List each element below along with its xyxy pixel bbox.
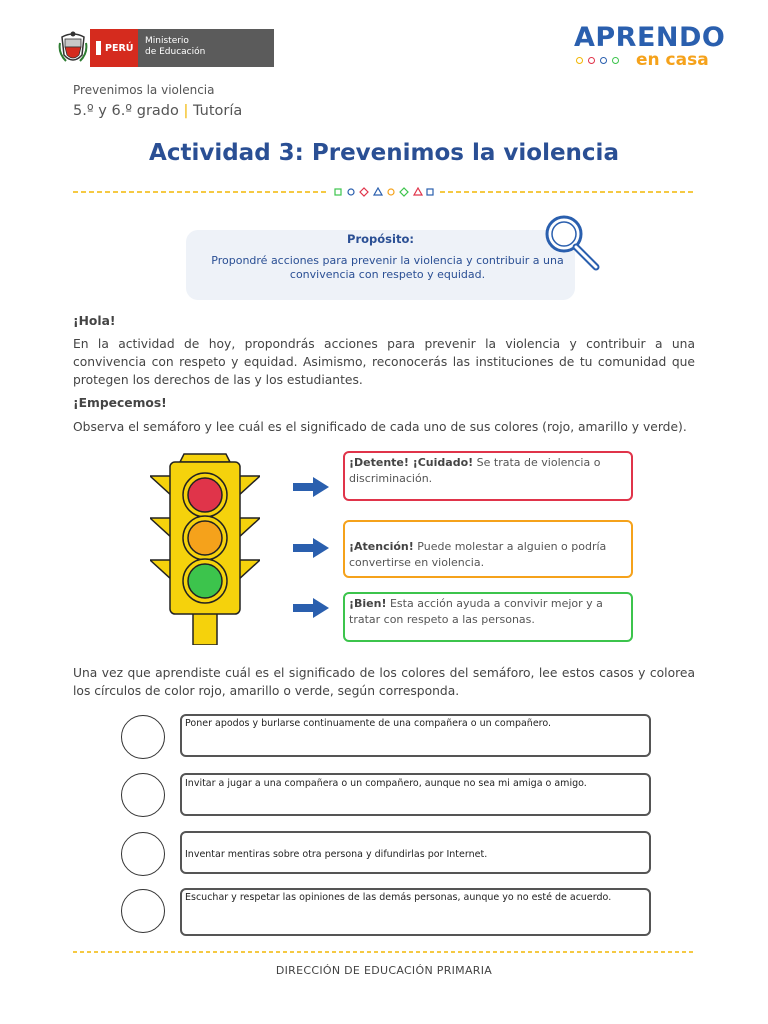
- title-divider: [73, 187, 695, 197]
- brand-dots: [576, 57, 619, 64]
- color-circle[interactable]: [121, 832, 165, 876]
- purpose-text: Propondré acciones para prevenir la violencia y contribuir a una convivencia con respeto y equidad.: [211, 254, 564, 281]
- red-card-title: ¡Detente! ¡Cuidado!: [349, 456, 474, 469]
- greeting: ¡Hola!: [73, 314, 116, 328]
- magnifier-icon: [540, 210, 602, 272]
- case-box: Invitar a jugar a una compañera o un compañero, aunque no sea mi amiga o amigo.: [180, 773, 651, 816]
- arrow-right-icon: [293, 477, 329, 497]
- green-light-card: [343, 592, 633, 642]
- page-title: Actividad 3: Prevenimos la violencia: [149, 140, 619, 166]
- color-circle[interactable]: [121, 715, 165, 759]
- peru-label: PERÚ: [90, 29, 138, 67]
- coat-of-arms-icon: [58, 29, 88, 67]
- grade-label: 5.º y 6.º grado: [73, 103, 179, 119]
- traffic-light-icon: [150, 450, 260, 645]
- brand-subtitle: en casa: [636, 50, 709, 70]
- green-card-title: ¡Bien!: [349, 597, 387, 610]
- yellow-card-title: ¡Atención!: [349, 540, 414, 553]
- red-light-card: [343, 451, 633, 501]
- yellow-card-text: Puede molestar a alguien o podría convertirse en violencia.: [349, 540, 607, 569]
- cases-instruction: Una vez que aprendiste cuál es el significado de los colores del semáforo, lee estos casos y colorea los círculos de color rojo, amarillo o verde, según corresponda.: [73, 666, 695, 698]
- case-box: Escuchar y respetar las opiniones de las demás personas, aunque yo no esté de acuerdo.: [180, 888, 651, 936]
- minedu-logo: [58, 29, 274, 67]
- aprendo-en-casa-logo: [574, 22, 726, 70]
- arrow-right-icon: [293, 598, 329, 618]
- observe-instruction: Observa el semáforo y lee cuál es el significado de cada uno de sus colores (rojo, amarillo y verde).: [73, 420, 687, 434]
- color-circle[interactable]: [121, 889, 165, 933]
- case-box: Inventar mentiras sobre otra persona y difundirlas por Internet.: [180, 831, 651, 874]
- yellow-light-card: [343, 520, 633, 578]
- grade-area: 5.º y 6.º grado | Tutoría: [73, 103, 243, 119]
- area-label: Tutoría: [192, 103, 243, 119]
- purpose-heading: Propósito:: [347, 232, 414, 246]
- red-card-text: Se trata de violencia o discriminación.: [349, 456, 601, 485]
- case-box: Poner apodos y burlarse continuamente de una compañera o un compañero.: [180, 714, 651, 757]
- arrow-right-icon: [293, 538, 329, 558]
- start-heading: ¡Empecemos!: [73, 396, 167, 410]
- color-circle[interactable]: [121, 773, 165, 817]
- footer-text: DIRECCIÓN DE EDUCACIÓN PRIMARIA: [275, 964, 493, 977]
- footer-divider: [73, 951, 695, 953]
- green-card-text: Esta acción ayuda a convivir mejor y a tratar con respeto a las personas.: [349, 597, 603, 626]
- topic-label: Prevenimos la violencia: [73, 83, 215, 97]
- brand-title: APRENDO: [574, 22, 726, 53]
- ministry-label: Ministerio de Educación: [138, 29, 274, 67]
- intro-paragraph: En la actividad de hoy, propondrás acciones para prevenir la violencia y contribuir a una convivencia con respeto y equidad. Asimismo, reconocerás las instituciones de tu comunidad que protegen los derechos de las y los estudiantes.: [73, 337, 695, 387]
